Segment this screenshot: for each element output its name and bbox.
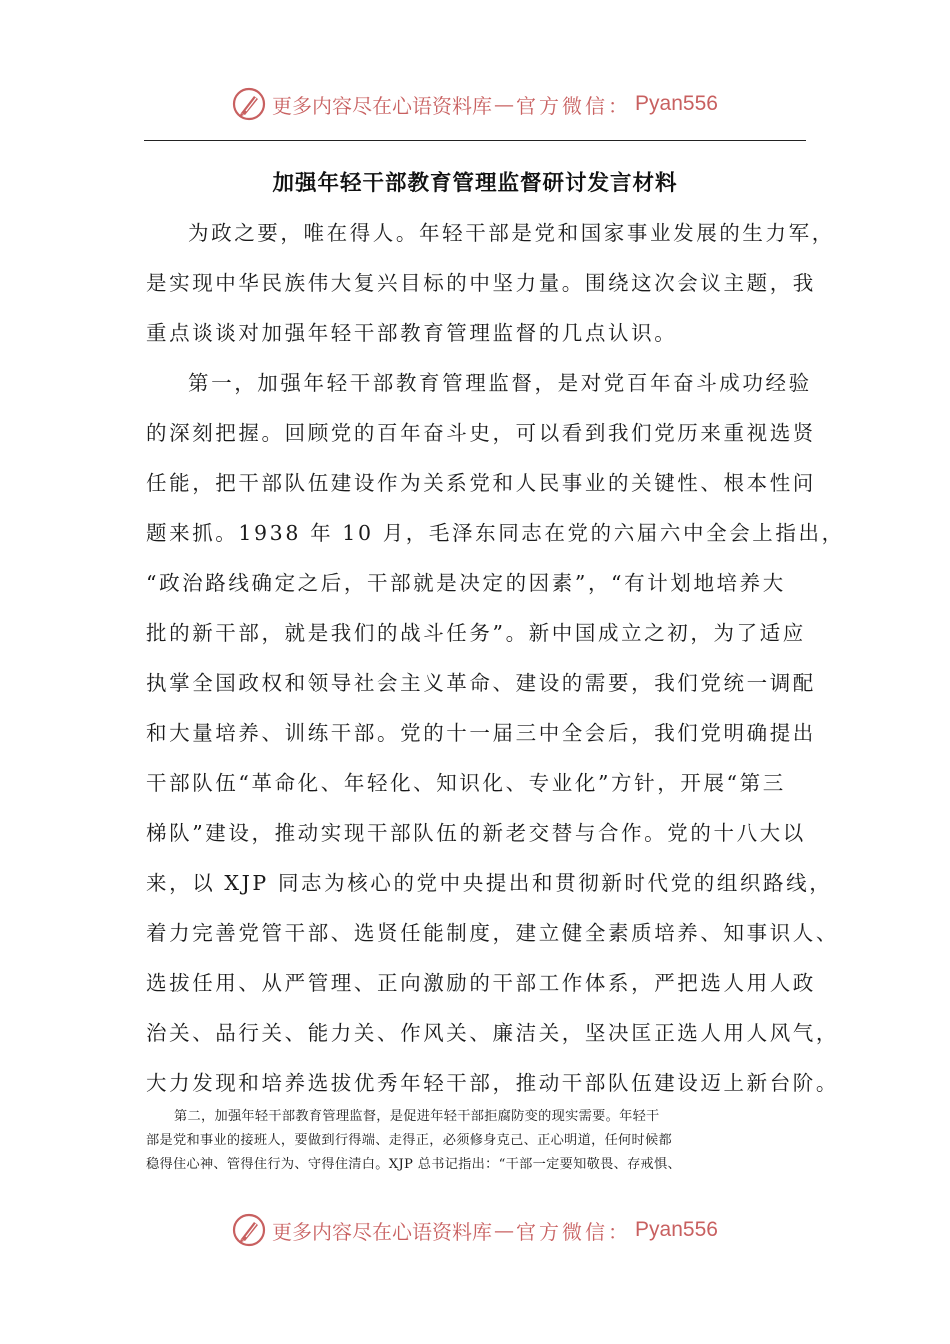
paragraph-line: 题来抓。1938 年 10 月，毛泽东同志在党的六届六中全会上指出， [146, 521, 845, 545]
paragraph-line: 着力完善党管干部、选贤任能制度，建立健全素质培养、知事识人、 [146, 921, 839, 945]
watermark-header [0, 84, 950, 124]
paragraph-line: 治关、品行关、能力关、作风关、廉洁关，坚决匡正选人用人风气， [146, 1021, 839, 1045]
paragraph-line: 第一，加强年轻干部教育管理监督，是对党百年奋斗成功经验 [188, 371, 812, 395]
paragraph-line: 大力发现和培养选拔优秀年轻干部，推动干部队伍建设迈上新台阶。 [146, 1071, 839, 1095]
document-title: 加强年轻干部教育管理监督研讨发言材料 [272, 171, 678, 196]
paragraph-line: 选拔任用、从严管理、正向激励的干部工作体系，严把选人用人政 [146, 971, 816, 995]
paragraph-line: 任能，把干部队伍建设作为关系党和人民事业的关键性、根本性问 [146, 471, 816, 495]
watermark-wechat-id: Pyan556 [635, 92, 718, 115]
pen-logo-icon [232, 1213, 266, 1247]
paragraph-line: 第二，加强年轻干部教育管理监督，是促进年轻干部拒腐防变的现实需要。年轻干 [174, 1109, 660, 1124]
pen-logo-icon [232, 87, 266, 121]
document-body [146, 208, 845, 1108]
watermark-footer [0, 1210, 950, 1250]
watermark-wechat-id: Pyan556 [635, 1218, 718, 1241]
paragraph-line: 梯队”建设，推动实现干部队伍的新老交替与合作。党的十八大以 [146, 821, 806, 845]
paragraph-line: 是实现中华民族伟大复兴目标的中坚力量。围绕这次会议主题，我 [146, 271, 816, 295]
paragraph-line: 执掌全国政权和领导社会主义革命、建设的需要，我们党统一调配 [146, 671, 816, 695]
watermark-text: 更多内容尽在心语资料库 [272, 1219, 493, 1244]
paragraph-line: 重点谈谈对加强年轻干部教育管理监督的几点认识。 [146, 321, 678, 345]
paragraph-line: 和大量培养、训练干部。党的十一届三中全会后，我们党明确提出 [146, 721, 816, 745]
header-rule [144, 140, 806, 141]
paragraph-line: 干部队伍“革命化、年轻化、知识化、专业化”方针，开展“第三 [146, 771, 786, 795]
paragraph-line: 稳得住心神、管得住行为、守得住清白。XJP 总书记指出：“干部一定要知敬畏、存戒惧、 [146, 1157, 682, 1172]
paragraph-line: 为政之要，唯在得人。年轻干部是党和国家事业发展的生力军， [188, 221, 835, 245]
paragraph-line: 来，以 XJP 同志为核心的党中央提出和贯彻新时代党的组织路线， [146, 871, 833, 895]
paragraph-line: 批的新干部，就是我们的战斗任务”。新中国成立之初，为了适应 [146, 621, 806, 645]
paragraph-line: “政治路线确定之后，干部就是决定的因素”，“有计划地培养大 [146, 571, 786, 595]
watermark-dash: — [494, 92, 515, 116]
watermark-wechat-label: 官方微信： [516, 1219, 632, 1244]
paragraph-line: 的深刻把握。回顾党的百年奋斗史，可以看到我们党历来重视选贤 [146, 421, 816, 445]
watermark-wechat-label: 官方微信： [516, 93, 632, 118]
document-body-small [146, 1105, 810, 1177]
watermark-text: 更多内容尽在心语资料库 [272, 93, 493, 118]
paragraph-line: 部是党和事业的接班人，要做到行得端、走得正，必须修身克己、正心明道，任何时候都 [146, 1133, 673, 1148]
watermark-dash: — [494, 1218, 515, 1242]
